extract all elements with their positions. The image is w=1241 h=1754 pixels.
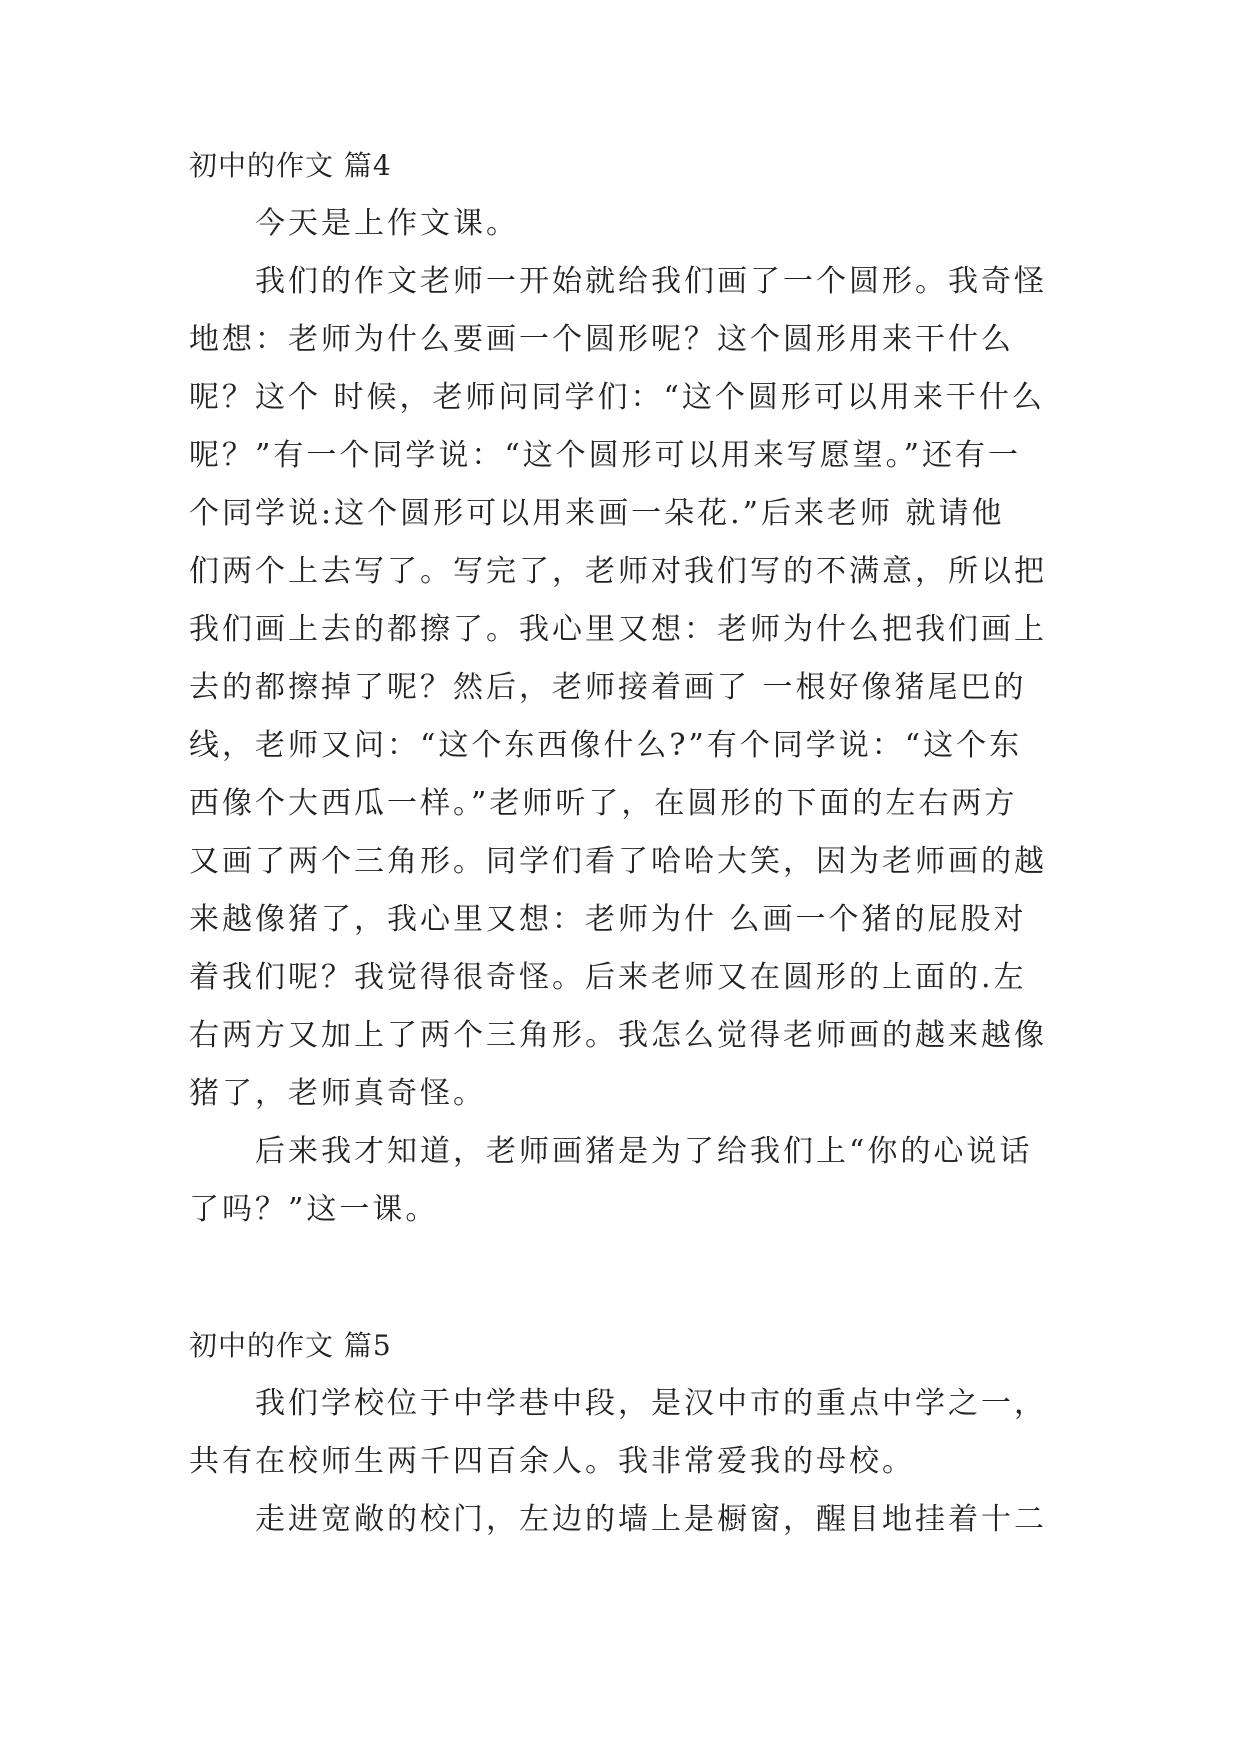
paragraph-line: 去的都擦掉了呢？然后，老师接着画了 一根好像猪尾巴的 [189,670,1027,705]
paragraph-line: 地想：老师为什么要画一个圆形呢？这个圆形用来干什么 [189,322,1014,357]
paragraph-line: 线，老师又问：“这个东西像什么?”有个同学说：“这个东 [189,728,1023,763]
paragraph-line: 西像个大西瓜一样。”老师听了，在圆形的下面的左右两方 [189,786,1018,821]
paragraph-line: 们两个上去写了。写完了，老师对我们写的不满意，所以把 [189,554,1047,589]
paragraph-line: 我们的作文老师一开始就给我们画了一个圆形。我奇怪 [255,264,1047,299]
essay-section-4 [189,137,1051,1239]
paragraph-line: 呢？”有一个同学说：“这个圆形可以用来写愿望。”还有一 [189,438,1022,473]
paragraph [189,1123,1051,1239]
paragraph-line: 我们学校位于中学巷中段，是汉中市的重点中学之一， [255,1386,1047,1421]
paragraph-line: 今天是上作文课。 [255,206,519,241]
paragraph-line: 猪了，老师真奇怪。 [189,1076,486,1111]
paragraph-line: 来越像猪了，我心里又想：老师为什 么画一个猪的屁股对 [189,902,1027,937]
paragraph-line: 呢？这个 时候，老师问同学们：“这个圆形可以用来干什么 [189,380,1045,415]
paragraph [189,253,1051,1123]
essay-section-5 [189,1317,1051,1549]
paragraph-line: 共有在校师生两千四百余人。我非常爱我的母校。 [189,1444,915,1479]
paragraph-line: 着我们呢？我觉得很奇怪。后来老师又在圆形的上面的.左 [189,960,1027,995]
essay-heading: 初中的作文 篇4 [189,149,392,182]
paragraph [189,1375,1051,1491]
paragraph-line: 右两方又加上了两个三角形。我怎么觉得老师画的越来越像 [189,1018,1047,1053]
paragraph-line: 了吗？”这一课。 [189,1192,439,1227]
paragraph-line: 走进宽敞的校门，左边的墙上是橱窗，醒目地挂着十二 [255,1502,1047,1537]
paragraph-line: 又画了两个三角形。同学们看了哈哈大笑，因为老师画的越 [189,844,1047,879]
paragraph [189,1491,1051,1549]
paragraph-line: 后来我才知道，老师画猪是为了给我们上“你的心说话 [255,1134,1033,1169]
essay-heading: 初中的作文 篇5 [189,1329,392,1362]
paragraph-line: 我们画上去的都擦了。我心里又想：老师为什么把我们画上 [189,612,1047,647]
paragraph-line: 个同学说:这个圆形可以用来画一朵花.”后来老师 就请他 [189,496,1005,531]
